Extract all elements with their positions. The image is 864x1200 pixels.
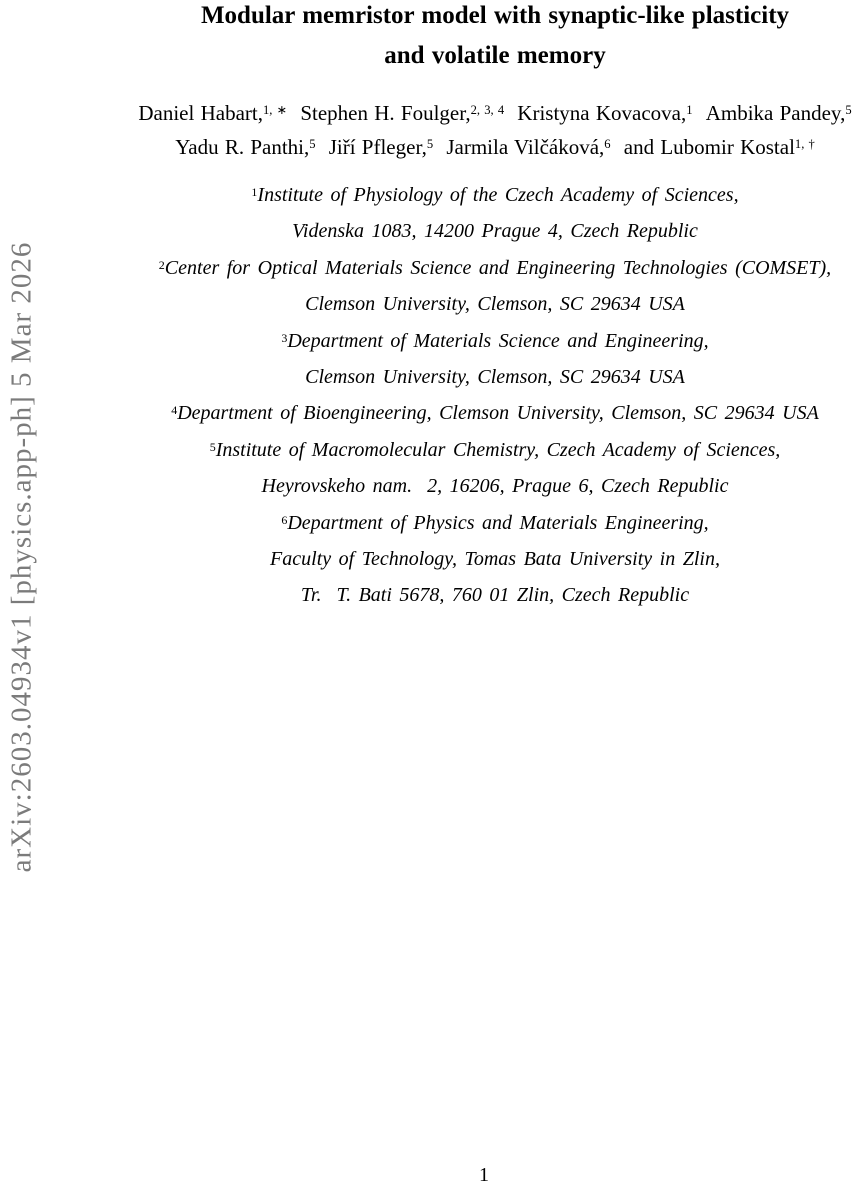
author [446, 135, 610, 159]
affiliation-line [128, 213, 862, 249]
affiliation-line [128, 323, 862, 359]
affiliation-text: Faculty of Technology, Tomas Bata University in Zlin, [270, 548, 720, 571]
affiliation-line [128, 359, 862, 395]
paper-title [128, 0, 862, 76]
author [329, 135, 433, 159]
author [706, 101, 852, 125]
author-list [128, 96, 862, 164]
affiliation-line [128, 505, 862, 541]
author-footnote-marks: 5 [426, 137, 434, 151]
author-name: and Lubomir Kostal [623, 135, 795, 159]
author-name: Kristyna Kovacova, [517, 101, 687, 125]
affiliation-number: 6 [281, 512, 288, 527]
author-footnote-marks: 6 [604, 137, 611, 151]
author-name: Yadu R. Panthi, [175, 135, 310, 159]
author [624, 135, 815, 159]
author-footnote-marks: 1 [686, 103, 693, 117]
affiliation-text: Institute of Macromolecular Chemistry, Czech Academy of Sciences, [215, 438, 781, 461]
affiliation-line [128, 250, 862, 286]
author-name: Daniel Habart, [138, 101, 263, 125]
affiliation-line [128, 432, 862, 468]
author-footnote-marks: 1, ∗ [262, 103, 288, 117]
affiliation-text: Department of Materials Science and Engineering, [287, 329, 709, 352]
affiliation-text: Department of Physics and Materials Engineering, [287, 511, 709, 534]
author-footnote-marks: 5 [845, 103, 852, 117]
affiliation-text: Clemson University, Clemson, SC 29634 USA [305, 293, 685, 316]
affiliation-text: Tr. T. Bati 5678, 760 01 Zlin, Czech Republic [300, 584, 690, 607]
affiliation-line [128, 541, 862, 577]
affiliation-line [128, 177, 862, 213]
affiliation-line [128, 286, 862, 322]
affiliation-text: Department of Bioengineering, Clemson University, Clemson, SC 29634 USA [177, 402, 819, 425]
title-line-2: and volatile memory [384, 42, 606, 69]
affiliation-line [128, 468, 862, 504]
author [175, 135, 315, 159]
author-name: Stephen H. Foulger, [300, 101, 471, 125]
author-footnote-marks: 2, 3, 4 [470, 103, 505, 117]
author [138, 101, 287, 125]
affiliation-text: Heyrovskeho nam. 2, 16206, Prague 6, Czech Republic [261, 475, 729, 498]
affiliation-text: Videnska 1083, 14200 Prague 4, Czech Republic [292, 220, 698, 243]
arxiv-watermark: arXiv:2603.04934v1 [physics.app-ph] 5 Mar 2026 [5, 241, 38, 873]
author [300, 101, 504, 125]
affiliation-number: 5 [209, 439, 216, 454]
author-footnote-marks: 1, † [794, 137, 815, 151]
affiliation-number: 4 [171, 403, 178, 418]
affiliation-text: Center for Optical Materials Science and Engineering Technologies (COMSET), [164, 256, 832, 279]
affiliation-line [128, 577, 862, 613]
author-line-1 [128, 96, 862, 130]
title-line-1: Modular memristor model with synaptic-like plasticity [200, 2, 790, 29]
affiliation-number: 3 [281, 330, 288, 345]
affiliation-list [128, 177, 862, 614]
page-number: 1 [479, 1164, 489, 1186]
affiliation-text: Institute of Physiology of the Czech Academy of Sciences, [257, 184, 739, 206]
affiliation-line [128, 395, 862, 431]
author-footnote-marks: 5 [309, 137, 316, 151]
affiliation-text: Clemson University, Clemson, SC 29634 USA [305, 366, 685, 389]
author-name: Ambika Pandey, [705, 101, 846, 125]
author-name: Jiří Pfleger, [328, 135, 427, 159]
author-name: Jarmila Vilčáková, [446, 135, 605, 159]
affiliation-number: 2 [158, 257, 165, 272]
author [517, 101, 692, 125]
affiliation-number: 1 [251, 185, 258, 199]
author-line-2 [128, 130, 862, 164]
